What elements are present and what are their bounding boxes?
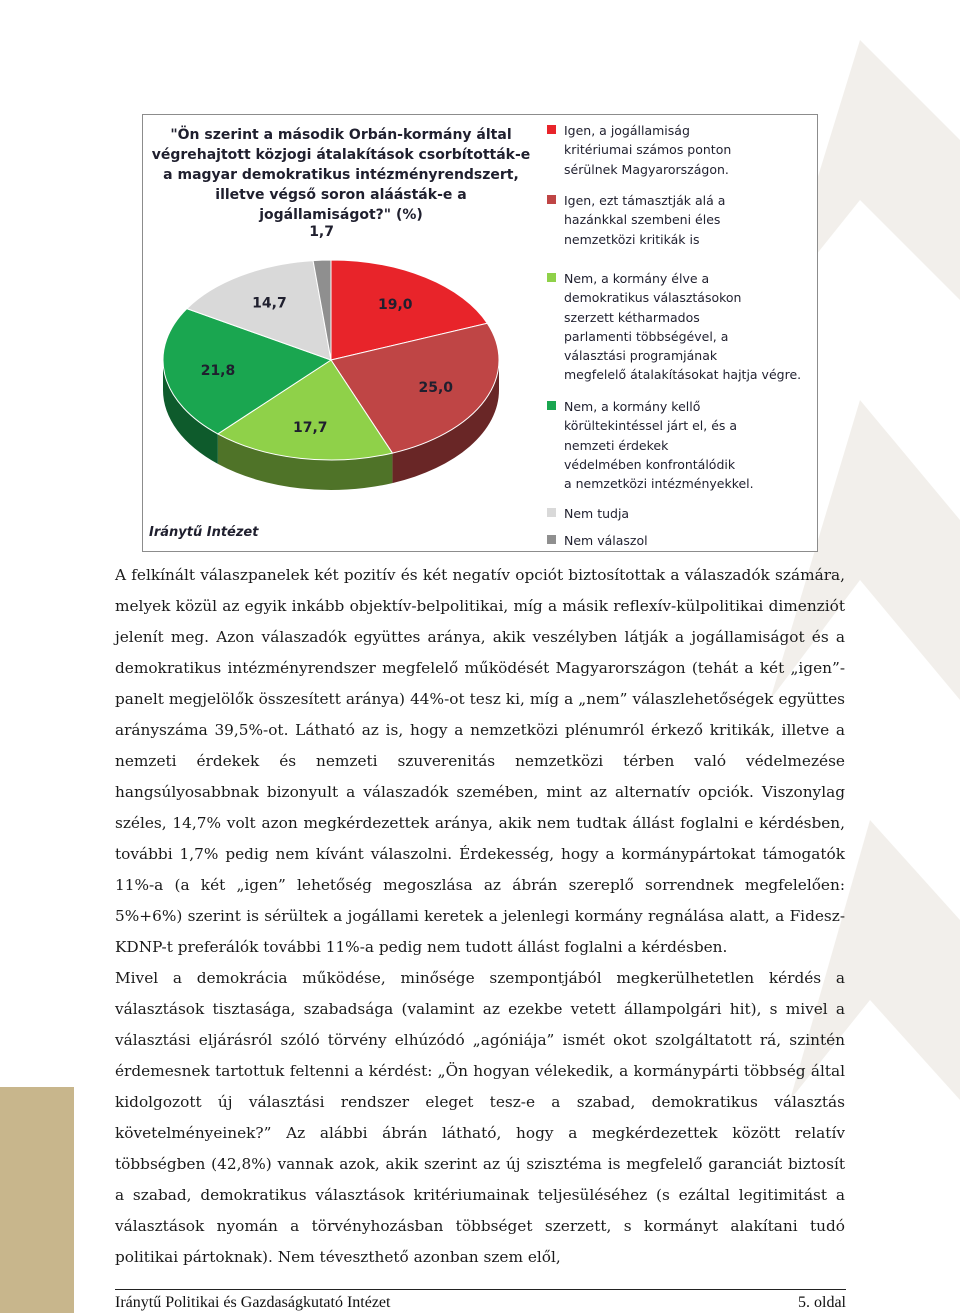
pie-value-label-4: 21,8 bbox=[200, 362, 236, 379]
legend-label-line: körültekintéssel járt el, és a bbox=[564, 418, 738, 434]
body-text bbox=[115, 560, 845, 1273]
legend-label bbox=[564, 504, 804, 523]
pie-value-label-5: 14,7 bbox=[252, 295, 287, 312]
legend-label-line: Igen, a jogállamiság bbox=[564, 123, 690, 138]
legend-label-line: demokratikus választásokon bbox=[564, 290, 742, 306]
legend-item-2 bbox=[547, 191, 804, 249]
legend-label-line: a nemzetközi intézményekkel. bbox=[564, 476, 754, 492]
legend-swatch bbox=[547, 195, 556, 204]
chart-source-label: Iránytű Intézet bbox=[149, 525, 259, 540]
pie-value-label-6: 1,7 bbox=[309, 224, 335, 241]
legend-label-line: védelmében konfrontálódik bbox=[564, 456, 736, 472]
pie-chart-figure bbox=[142, 114, 818, 552]
legend-label bbox=[564, 397, 804, 493]
legend-item-3 bbox=[547, 269, 804, 385]
chart-title: "Ön szerint a második Orbán-kormány által végrehajtott közjogi átalakítások csorbították-e a magyar demokratikus intézményrendszert, illetve végső soron aláásták-e a jogállamiságot?" (%) bbox=[151, 127, 531, 223]
legend-item-4 bbox=[547, 397, 804, 493]
legend-swatch bbox=[547, 125, 556, 134]
legend-label-line: Nem tudja bbox=[564, 506, 630, 521]
paragraph-2: Mivel a demokrácia működése, minősége szempontjából megkerülhetetlen kérdés a választások tisztasága, szabadsága (valamint az ezekbe vetett állampolgári hit), s mivel a választási eljárásról szóló törvény elhúzódó „agóniája” ismét okot szolgáltatott rá, szintén érdemesnek tartottuk feltenni a kérdést: „Ön hogyan vélekedik, a kormánypárti többség által kidolgozott új választási rendszer eleget tesz-e a szabad, demokratikus választás követelményeinek?” Az alábbi ábrán látható, hogy a megkérdezettek között relatív többségben (42,8%) vannak azok, akik szerint az új szisztéma is megfelelő garanciát biztosít a szabad, demokratikus választások kritériumainak teljesüléséhez (s ezáltal legitimitást a választások nyomán a törvényhozásban többséget szerzett, s kormányt alakítani tudó politikai pártoknak). Nem téveszthető azonban szem elől, bbox=[115, 969, 845, 1266]
legend-swatch bbox=[547, 508, 556, 517]
sidebar-color-bar bbox=[0, 1087, 74, 1313]
legend-label-line: Nem, a kormány élve a bbox=[564, 271, 710, 286]
pie-value-label-2: 25,0 bbox=[418, 380, 454, 397]
legend-label-line: sérülnek Magyarországon. bbox=[564, 161, 729, 177]
legend-label bbox=[564, 121, 804, 179]
legend-label-line: kritériumai számos ponton bbox=[564, 142, 732, 158]
legend-label bbox=[564, 191, 804, 249]
legend-label-line: parlamenti többségével, a bbox=[564, 328, 729, 344]
pie-value-label-3: 17,7 bbox=[293, 419, 328, 436]
legend-item-5 bbox=[547, 504, 804, 523]
legend-label-line: nemzeti érdekek bbox=[564, 437, 669, 453]
legend-label bbox=[564, 269, 804, 385]
legend-item-1 bbox=[547, 121, 804, 179]
legend-label-line: Nem, a kormány kellő bbox=[564, 399, 701, 414]
pie-value-label-1: 19,0 bbox=[377, 296, 413, 313]
legend-swatch bbox=[547, 535, 556, 544]
footer-rule bbox=[115, 1289, 846, 1290]
footer-page-number: 5. oldal bbox=[798, 1294, 846, 1311]
legend-label-line: Nem válaszol bbox=[564, 533, 648, 548]
footer-institute: Iránytű Politikai és Gazdaságkutató Intézet bbox=[115, 1294, 391, 1311]
legend-item-6 bbox=[547, 531, 804, 550]
legend-label-line: Igen, ezt támasztják alá a bbox=[564, 193, 726, 208]
legend-label-line: hazánkkal szembeni éles bbox=[564, 212, 721, 228]
legend-label bbox=[564, 531, 804, 550]
legend-swatch bbox=[547, 401, 556, 410]
pie-chart bbox=[143, 115, 543, 553]
paragraph-1: A felkínált válaszpanelek két pozitív és két negatív opciót biztosítottak a válaszadók számára, melyek közül az egyik inkább objektív-belpolitikai, míg a másik reflexív-külpolitikai dimenziót jelenít meg. Azon válaszadók együttes aránya, akik veszélyben látják a jogállamiságot és a demokratikus intézményrendszer megfelelő működését Magyarországon (tehát a két „igen”-panelt megjelölők összesített aránya) 44%-ot tesz ki, míg a „nem” válaszlehetőségek együttes arányszáma 39,5%-ot. Látható az is, hogy a nemzetközi plénumról érkező kritikák, illetve a nemzeti érdekek és nemzeti szuverenitás nemzetközi térben való védelmezése hangsúlyosabbnak bizonyult a válaszadók szemében, mint az alternatív opciók. Viszonylag széles, 14,7% volt azon megkérdezettek aránya, akik nem tudtak állást foglalni e kérdésben, további 1,7% pedig nem kívánt válaszolni. Érdekesség, hogy a kormánypártokat támogatók 11%-a (a két „igen” lehetőség megoszlása az ábrán szereplő sorrendnek megfelelően: 5%+6%) szerint is sérültek a jogállami keretek a jelenlegi kormány regnálása alatt, a Fidesz-KDNP-t preferálók további 11%-a pedig nem tudott állást foglalni a kérdésben. bbox=[115, 566, 845, 956]
legend-label-line: választási programjának bbox=[564, 348, 718, 364]
legend-label-line: szerzett kétharmados bbox=[564, 309, 700, 325]
legend-label-line: megfelelő átalakításokat hajtja végre. bbox=[564, 367, 802, 383]
legend-label-line: nemzetközi kritikák is bbox=[564, 231, 700, 247]
legend-swatch bbox=[547, 273, 556, 282]
